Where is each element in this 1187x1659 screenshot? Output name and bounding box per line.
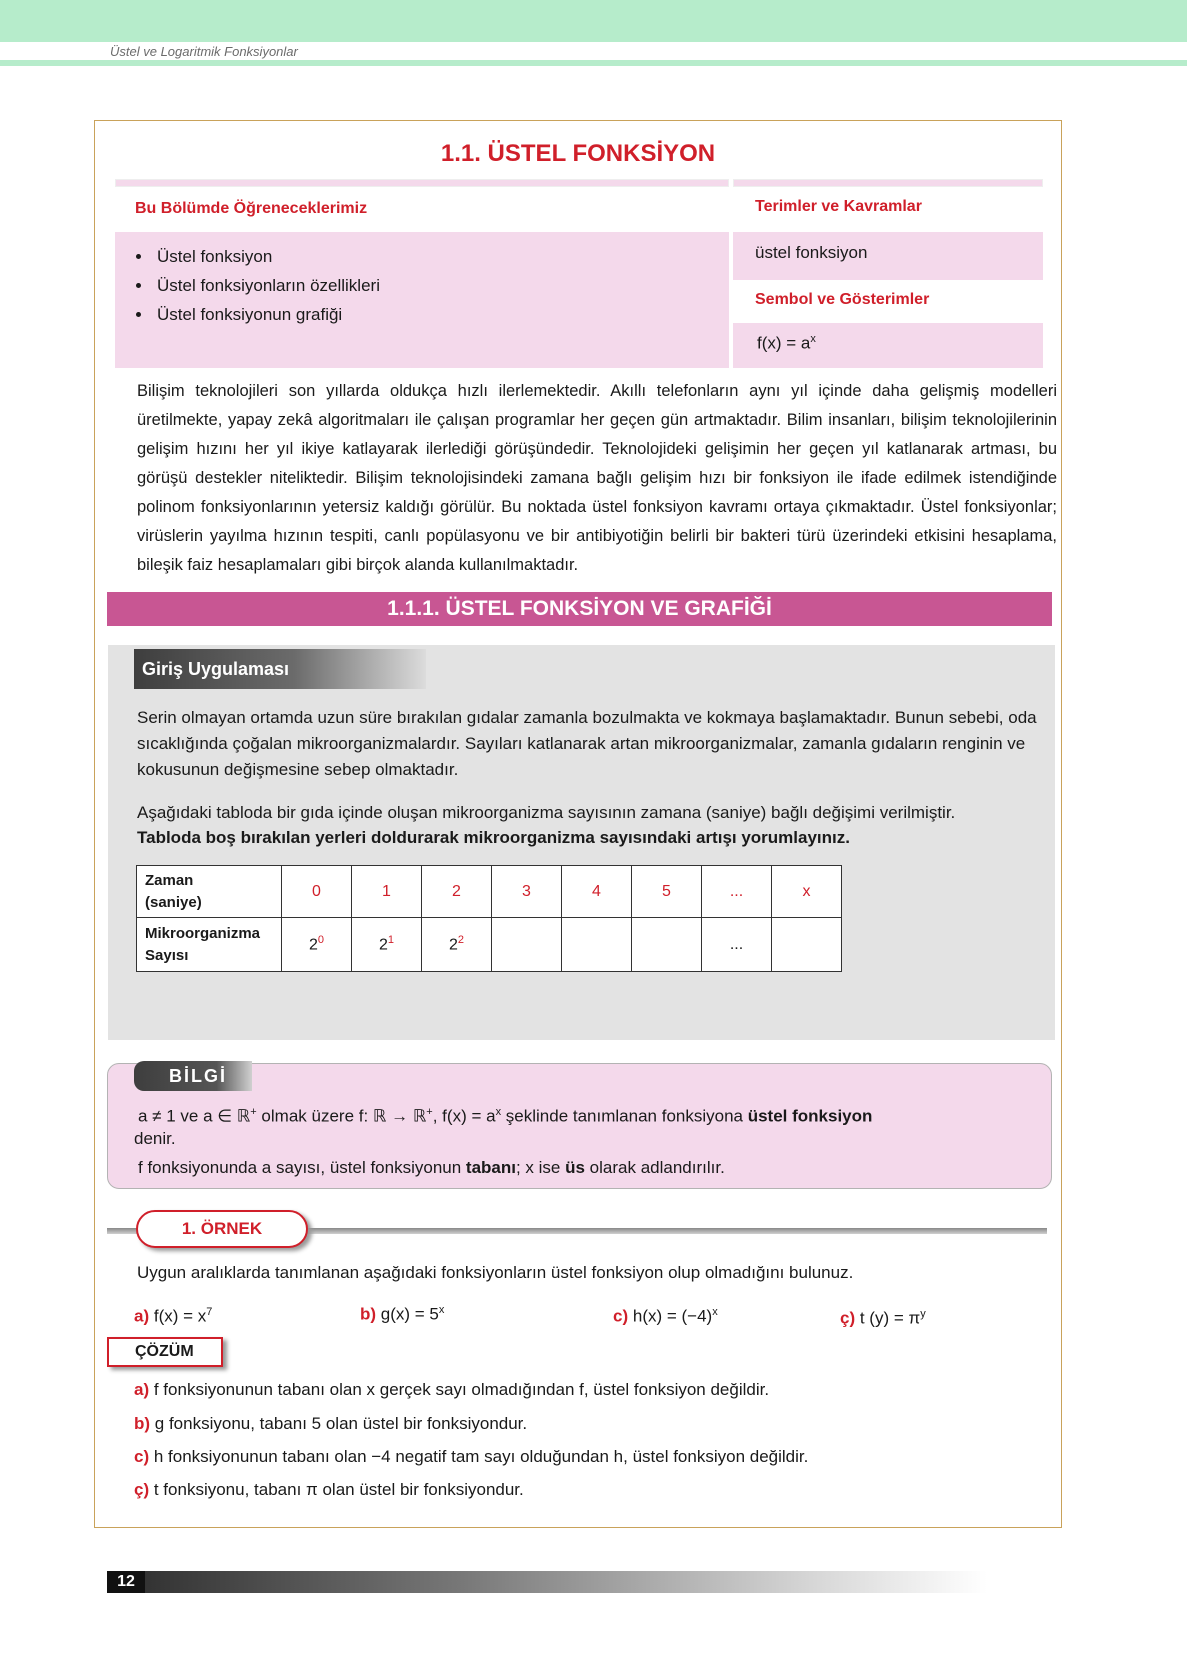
terms-header xyxy=(733,188,1043,226)
page-number: 12 xyxy=(107,1571,145,1593)
table-row-time xyxy=(137,866,842,918)
answer-c-cedilla xyxy=(134,1480,524,1500)
item-tag: b) xyxy=(360,1304,377,1324)
formula-base: f(x) = a xyxy=(757,333,811,353)
count-exp: 1 xyxy=(387,934,395,947)
formula-exponent: x xyxy=(810,333,816,345)
answer-tag: ç) xyxy=(134,1480,150,1499)
count-cell xyxy=(562,918,632,972)
time-header-line1: Zaman xyxy=(145,871,194,889)
bilgi-sup: + xyxy=(426,1106,433,1118)
item-exp: x xyxy=(712,1306,718,1318)
bilgi-bold: tabanı xyxy=(465,1158,516,1177)
item-exp: x xyxy=(438,1304,445,1316)
count-cell xyxy=(632,918,702,972)
count-cell xyxy=(352,918,422,972)
answer-tag: c) xyxy=(134,1447,150,1466)
answer-text: f fonksiyonunun tabanı olan x gerçek sayı olmadığından f, üstel fonksiyon değildir. xyxy=(153,1380,770,1399)
bilgi-line-2: denir. xyxy=(134,1129,176,1148)
bilgi-label: BİLGİ xyxy=(134,1061,252,1091)
bilgi-text: a ≠ 1 ve a ∈ ℝ xyxy=(138,1106,251,1126)
example-item-a xyxy=(134,1306,212,1327)
count-header xyxy=(137,918,282,972)
terms-value: üstel fonksiyon xyxy=(755,243,868,262)
answer-text: g fonksiyonu, tabanı 5 olan üstel bir fonksiyondur. xyxy=(154,1414,528,1433)
count-base: 2 xyxy=(308,936,318,954)
bilgi-text: , f(x) = a xyxy=(432,1106,496,1126)
symbols-box xyxy=(733,323,1043,368)
microorganism-table xyxy=(136,865,842,972)
item-expr: g(x) = 5 xyxy=(380,1304,439,1324)
item-expr: h(x) = (−4) xyxy=(632,1306,713,1326)
item-tag: a) xyxy=(134,1306,150,1326)
table-row-count xyxy=(137,918,842,972)
subsection-title: 1.1.1. ÜSTEL FONKSİYON VE GRAFİĞİ xyxy=(107,592,1052,626)
example-item-c-cedilla xyxy=(840,1308,926,1329)
giris-paragraph-2: Aşağıdaki tabloda bir gıda içinde oluşan mikroorganizma sayısının zamana (saniye) bağlı değişimi verilmiştir. xyxy=(137,803,956,822)
bilgi-text: ; x ise xyxy=(515,1158,566,1177)
top-divider xyxy=(0,60,1187,66)
example-question: Uygun aralıklarda tanımlanan aşağıdaki fonksiyonların üstel fonksiyon olup olmadığını bulunuz. xyxy=(137,1263,854,1282)
learn-header xyxy=(115,188,729,226)
item-expr: f(x) = x xyxy=(153,1306,207,1326)
bilgi-text: olmak üzere f: ℝ → ℝ xyxy=(256,1106,427,1126)
symbols-header-label: Sembol ve Gösterimler xyxy=(755,291,930,308)
item-exp: y xyxy=(920,1308,926,1320)
section-title: 1.1. ÜSTEL FONKSİYON xyxy=(440,140,716,167)
answer-c xyxy=(134,1447,808,1467)
bilgi-sup: x xyxy=(495,1106,502,1118)
answer-b xyxy=(134,1414,527,1434)
answer-text: h fonksiyonunun tabanı olan −4 negatif tam sayı olduğundan h, üstel fonksiyon değildir. xyxy=(153,1447,809,1466)
top-color-band xyxy=(0,0,1187,42)
learn-item: • Üstel fonksiyon xyxy=(153,242,729,271)
giris-paragraph-3: Tabloda boş bırakılan yerleri doldurarak mikroorganizma sayısındaki artışı yorumlayınız. xyxy=(137,828,850,847)
bilgi-text: f fonksiyonunda a sayısı, üstel fonksiyonun xyxy=(138,1158,466,1177)
learn-item: • Üstel fonksiyonun grafiği xyxy=(153,300,729,329)
item-exp: 7 xyxy=(206,1306,213,1318)
learn-list xyxy=(115,232,729,329)
time-cell: 0 xyxy=(282,866,352,918)
time-cell: 1 xyxy=(352,866,422,918)
example-item-b xyxy=(360,1304,444,1325)
answer-a xyxy=(134,1380,769,1400)
bilgi-line-3 xyxy=(138,1155,1043,1181)
footer-bar xyxy=(107,1571,987,1593)
count-base: ... xyxy=(729,935,744,953)
count-base: 2 xyxy=(378,936,388,954)
item-tag: ç) xyxy=(840,1308,856,1328)
bilgi-text: olarak adlandırılır. xyxy=(584,1158,725,1177)
count-header-line1: Mikroorganizma xyxy=(145,924,261,942)
count-exp: 2 xyxy=(457,934,465,947)
example-label: 1. ÖRNEK xyxy=(136,1210,308,1248)
answer-tag: a) xyxy=(134,1380,150,1399)
count-cell xyxy=(422,918,492,972)
answer-tag: b) xyxy=(134,1414,151,1433)
count-base: 2 xyxy=(448,936,458,954)
symbols-header xyxy=(733,283,1043,319)
terms-header-strip xyxy=(733,179,1043,187)
time-cell: x xyxy=(772,866,842,918)
terms-header-label: Terimler ve Kavramlar xyxy=(755,198,922,215)
terms-box xyxy=(733,232,1043,280)
giris-label: Giriş Uygulaması xyxy=(134,649,426,689)
count-header-line2: Sayısı xyxy=(145,946,189,964)
bilgi-bold: üstel fonksiyon xyxy=(747,1106,873,1126)
symbols-formula xyxy=(733,323,1043,354)
time-header xyxy=(137,866,282,918)
intro-paragraph: Bilişim teknolojileri son yıllarda oldukça hızlı ilerlemektedir. Akıllı telefonların aynı yıl içinde daha gelişmiş modelleri üretilmekte, yapay zekâ algoritmaları ile çalışan programlar her geçen gün artmaktadır. Bilim insanları, bilişim teknolojilerinin gelişim hızını her yıl ikiye katlayarak ilerlediği görüşündedir. Teknolojideki gelişimin her geçen yıl katlanarak artması, bu görüşü destekler niteliktedir. Bilişim teknolojisindeki zamana bağlı gelişim hızı bir fonksiyon ile ifade edilmek istendiğinde polinom fonksiyonlarının yetersiz kaldığı görülür. Bu noktada üstel fonksiyon kavramı ortaya çıkmaktadır. Üstel fonksiyonlar; virüslerin yayılma hızının tespiti, canlı popülasyonu ve bir antibiyotiğin belirli bir bakteri türü üzerindeki etkisini hesaplama, bileşik faiz hesaplamaları gibi birçok alanda kullanılmaktadır. xyxy=(137,382,1057,574)
time-cell: 2 xyxy=(422,866,492,918)
count-exp: 0 xyxy=(317,934,325,947)
running-title: Üstel ve Logaritmik Fonksiyonlar xyxy=(110,44,298,59)
item-tag: c) xyxy=(613,1306,629,1326)
count-cell xyxy=(282,918,352,972)
time-cell: ... xyxy=(702,866,772,918)
count-cell xyxy=(492,918,562,972)
item-expr: t (y) = π xyxy=(859,1308,921,1328)
answer-text: t fonksiyonu, tabanı π olan üstel bir fonksiyondur. xyxy=(153,1480,524,1499)
example-item-c xyxy=(613,1306,718,1327)
time-header-line2: (saniye) xyxy=(145,893,202,911)
learn-header-label: Bu Bölümde Öğreneceklerimiz xyxy=(135,200,368,217)
learn-header-strip xyxy=(115,179,729,187)
bilgi-sup: + xyxy=(250,1106,257,1118)
learn-box xyxy=(115,232,729,368)
bilgi-bold: üs xyxy=(565,1158,585,1177)
learn-item: • Üstel fonksiyonların özellikleri xyxy=(153,271,729,300)
time-cell: 4 xyxy=(562,866,632,918)
solution-label: ÇÖZÜM xyxy=(107,1337,223,1367)
time-cell: 3 xyxy=(492,866,562,918)
time-cell: 5 xyxy=(632,866,702,918)
bilgi-definition xyxy=(138,1099,1043,1130)
giris-paragraph-1: Serin olmayan ortamda uzun süre bırakılan gıdalar zamanla bozulmakta ve kokmaya başlamaktadır. Bunun sebebi, oda sıcaklığında çoğalan mikroorganizmalardır. Sayıları katlanarak artan mikroorganizmalar, zamanla gıdaların renginin ve kokusunun değişmesine sebep olmaktadır. xyxy=(137,708,1037,779)
count-cell xyxy=(772,918,842,972)
bilgi-text: şeklinde tanımlanan fonksiyona xyxy=(501,1106,748,1126)
count-cell xyxy=(702,918,772,972)
